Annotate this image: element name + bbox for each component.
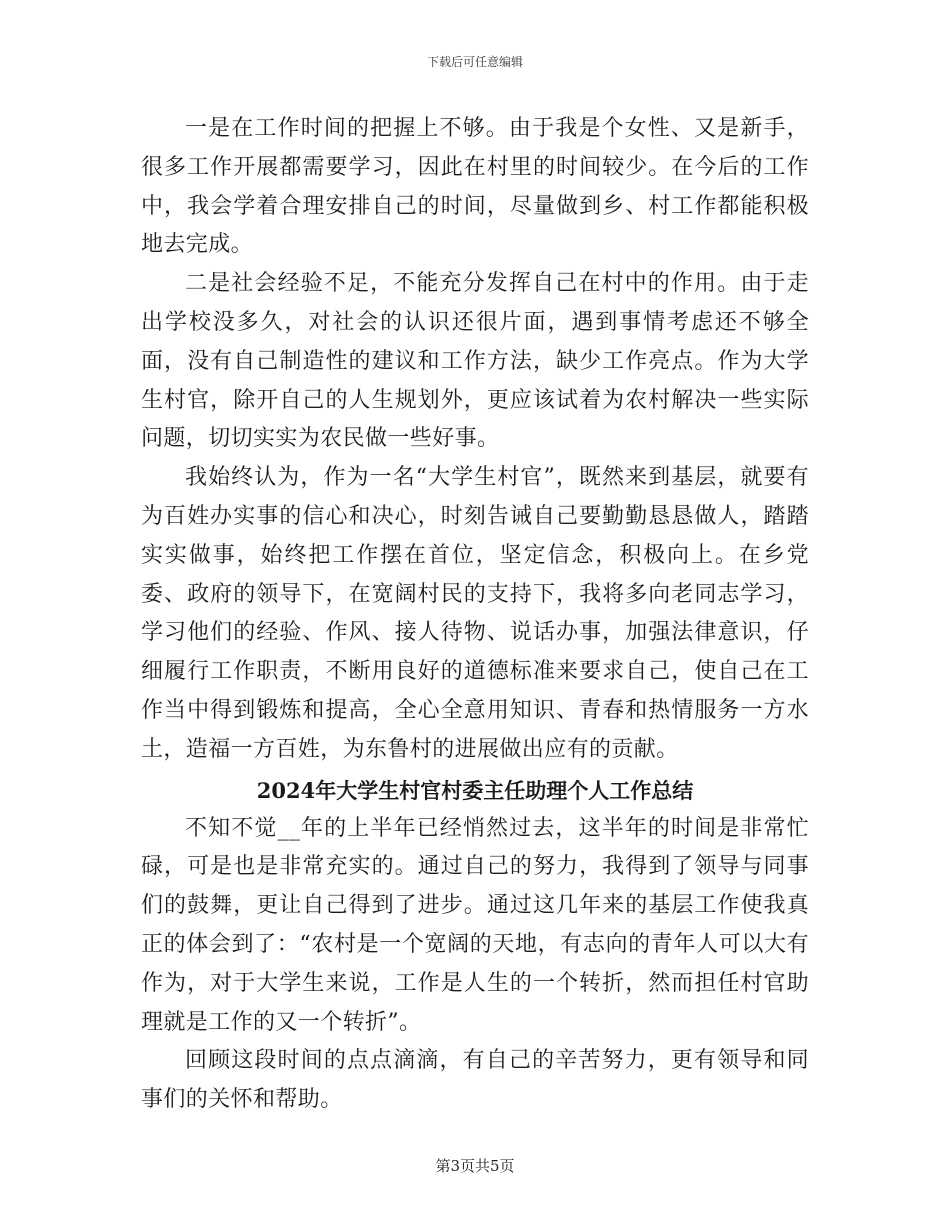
header-note: 下载后可任意编辑: [426, 55, 523, 69]
paragraph: 我始终认为，作为一名“大学生村官”，既然来到基层，就要有为百姓办实事的信心和决心，时刻告诫自己要勤勤恳恳做人，踏踏实实做事，始终把工作摆在首位，坚定信念，积极向上。在乡党委、政府的领导下，在宽阔村民的支持下，我将多向老同志学习，学习他们的经验、作风、接人待物、说话办事，加强法律意识，仔细履行工作职责，不断用良好的道德标准来要求自己，使自己在工作当中得到锻炼和提高，全心全意用知识、青春和热情服务一方水土，造福一方百姓，为东鲁村的进展做出应有的贡献。: [141, 465, 809, 762]
paragraph: 不知不觉__年的上半年已经悄然过去，这半年的时间是非常忙碌，可是也是非常充实的。通过自己的努力，我得到了领导与同事们的鼓舞，更让自己得到了进步。通过这几年来的基层工作使我真正的体会到了：“农村是一个宽阔的天地，有志向的青年人可以大有作为，对于大学生来说，工作是人生的一个转折，然而担任村官助理就是工作的又一个转折”。: [141, 815, 809, 1035]
document-body: [141, 110, 809, 1120]
page-indicator: 第3页共5页: [435, 1157, 515, 1175]
paragraph: 回顾这段时间的点点滴滴，有自己的辛苦努力，更有领导和同事们的关怀和帮助。: [141, 1048, 809, 1113]
section-title: 2024年大学生村官村委主任助理个人工作总结: [256, 777, 694, 803]
paragraph: 二是社会经验不足，不能充分发挥自己在村中的作用。由于走出学校没多久，对社会的认识还很片面，遇到事情考虑还不够全面，没有自己制造性的建议和工作方法，缺少工作亮点。作为大学生村官，除开自己的人生规划外，更应该试着为农村解决一些实际问题，切切实实为农民做一些好事。: [141, 271, 809, 452]
paragraph: 一是在工作时间的把握上不够。由于我是个女性、又是新手，很多工作开展都需要学习，因此在村里的时间较少。在今后的工作中，我会学着合理安排自己的时间，尽量做到乡、村工作都能积极地去完成。: [141, 116, 809, 258]
